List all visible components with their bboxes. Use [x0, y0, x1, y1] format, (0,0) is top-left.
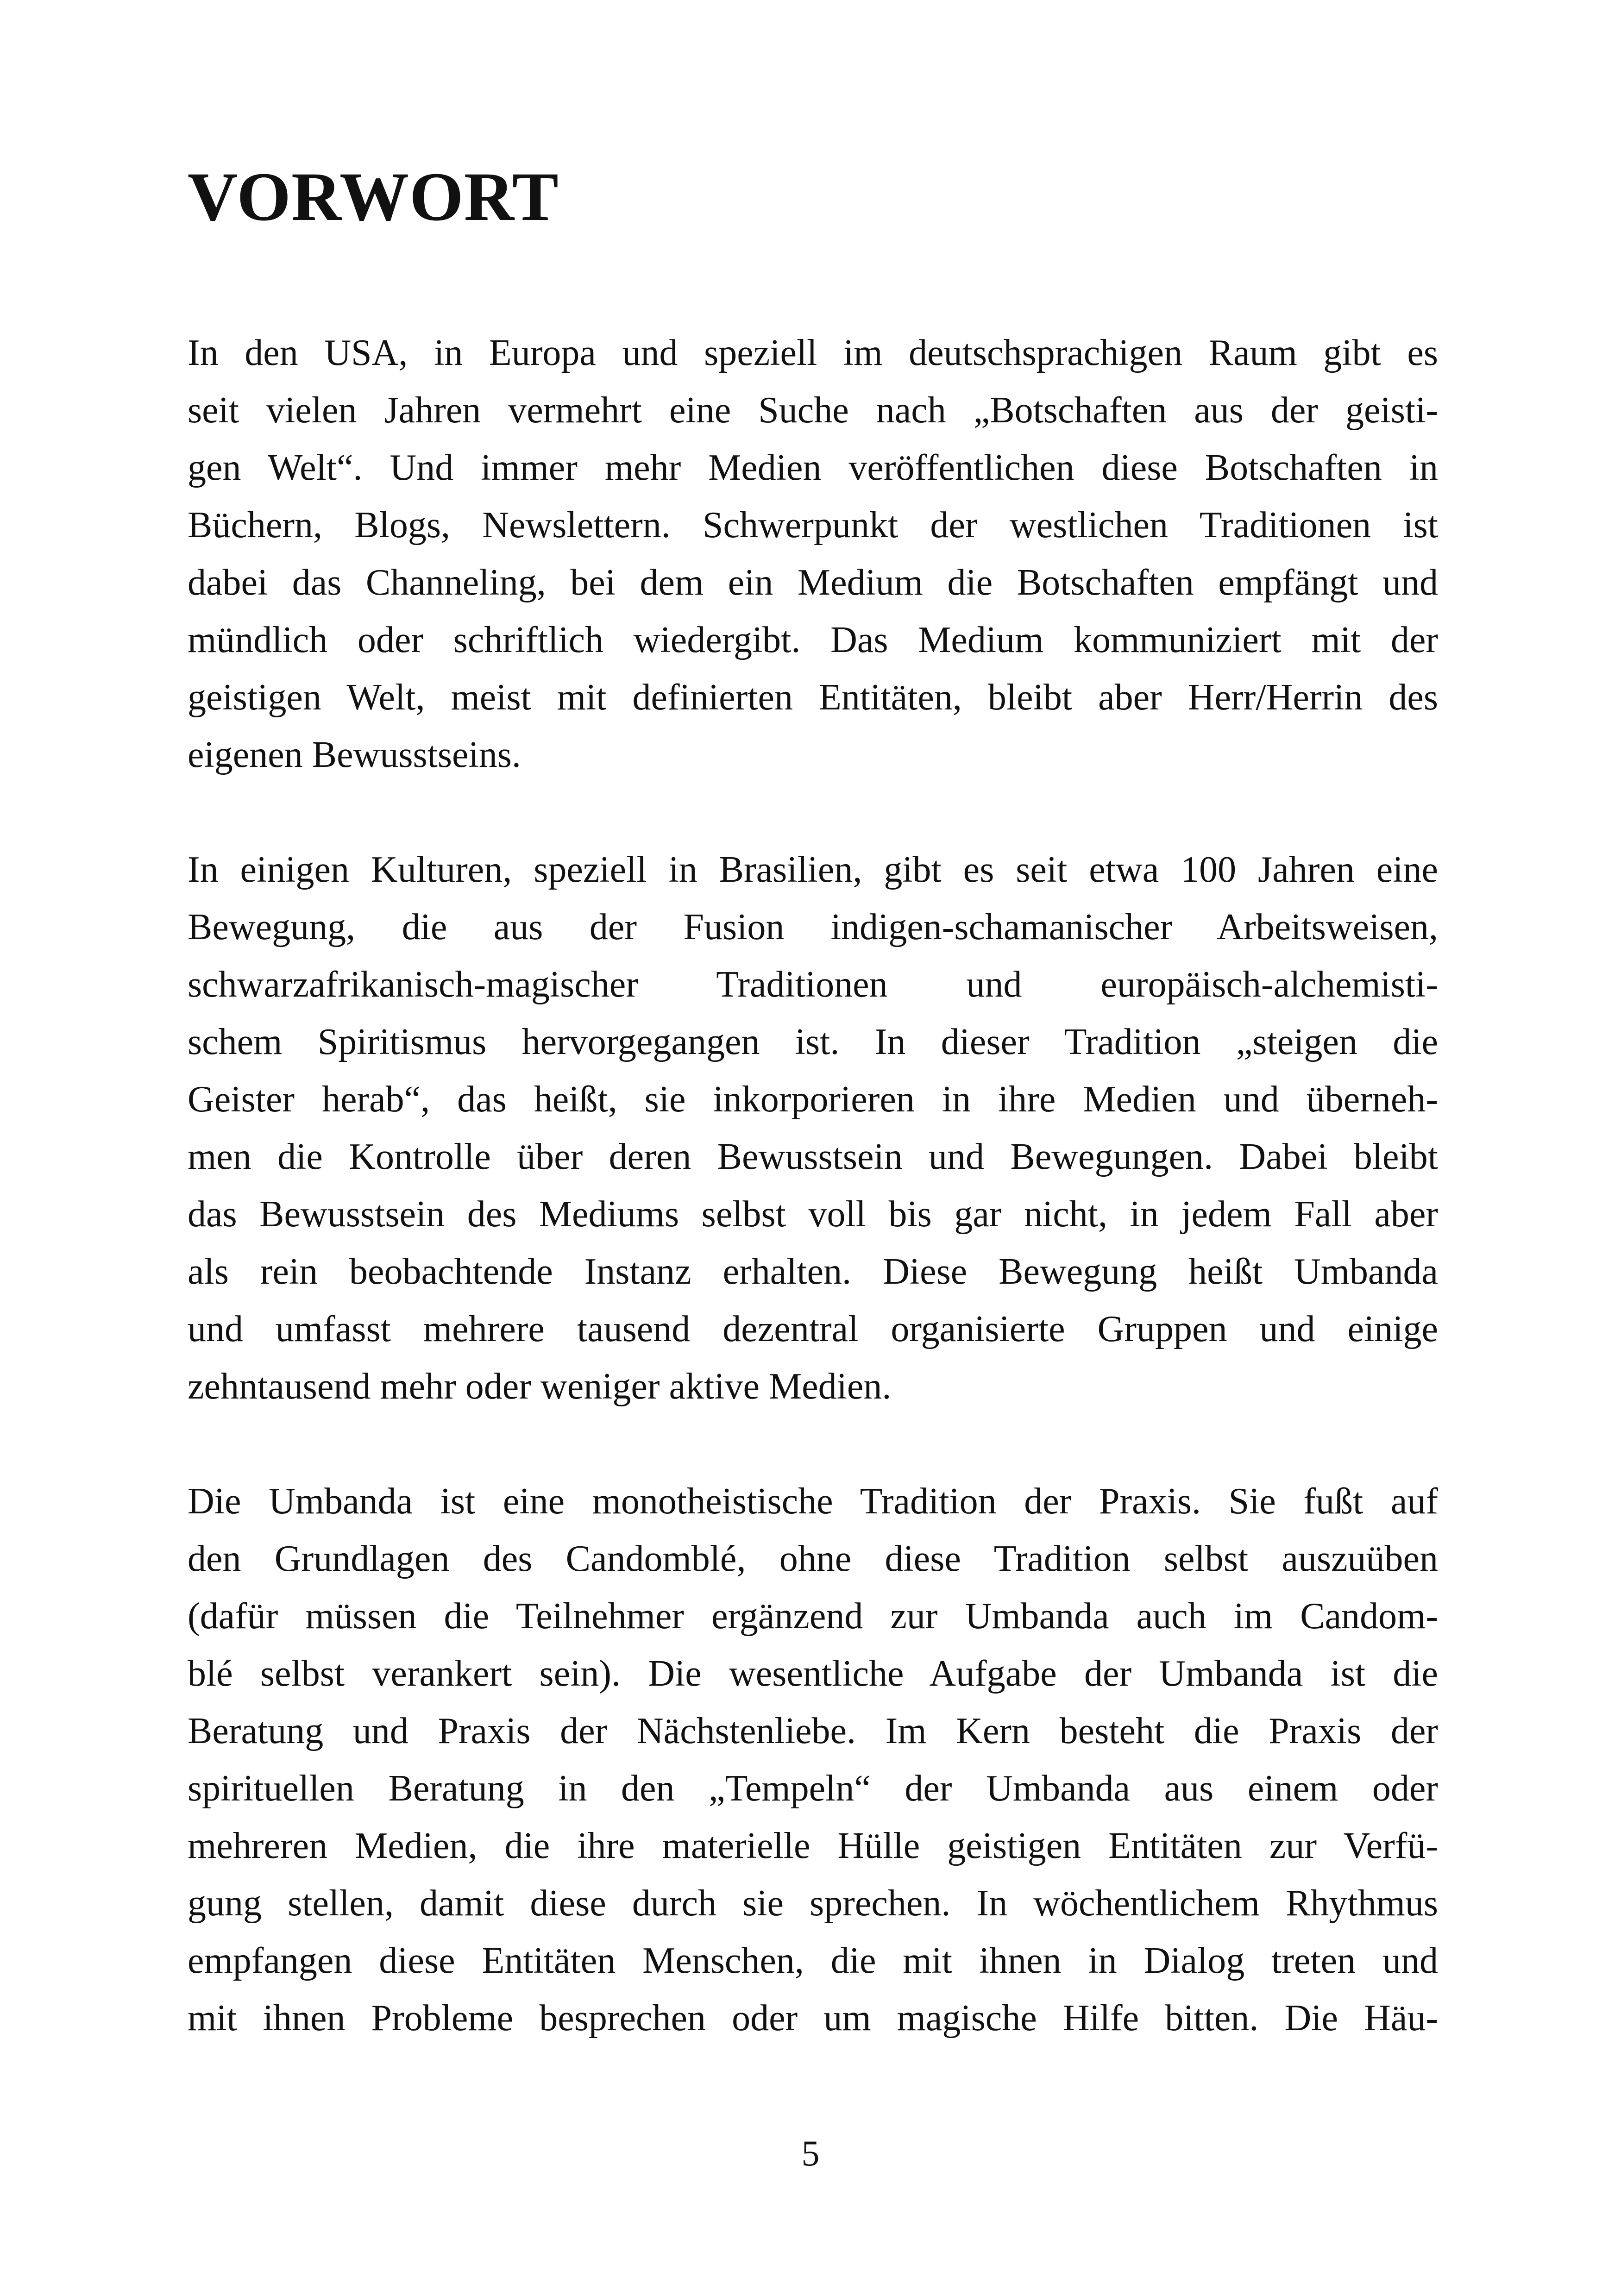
text-line: blé selbst verankert sein). Die wesentliche Aufgabe der Umbanda ist die: [188, 1653, 1438, 1694]
text-line: seit vielen Jahren vermehrt eine Suche nach „Botschaften aus der geisti-: [188, 390, 1438, 431]
text-line: Die Umbanda ist eine monotheistische Tradition der Praxis. Sie fußt auf: [188, 1481, 1438, 1522]
text-line: schwarzafrikanisch-magischer Traditionen und europäisch-alchemisti-: [188, 964, 1438, 1005]
page-content: [188, 157, 1438, 2104]
text-line: spirituellen Beratung in den „Tempeln“ der Umbanda aus einem oder: [188, 1768, 1438, 1809]
text-line: In einigen Kulturen, speziell in Brasilien, gibt es seit etwa 100 Jahren eine: [188, 849, 1438, 890]
text-line: das Bewusstsein des Mediums selbst voll bis gar nicht, in jedem Fall aber: [188, 1194, 1438, 1235]
text-line: Geister herab“, das heißt, sie inkorporieren in ihre Medien und überneh-: [188, 1079, 1438, 1120]
page-number: 5: [801, 2133, 820, 2173]
text-line: als rein beobachtende Instanz erhalten. Diese Bewegung heißt Umbanda: [188, 1251, 1438, 1292]
body-paragraph: [188, 324, 1438, 784]
text-line: mit ihnen Probleme besprechen oder um magische Hilfe bitten. Die Häu-: [188, 1998, 1438, 2039]
text-line: dabei das Channeling, bei dem ein Medium die Botschaften empfängt und: [188, 562, 1438, 603]
body-paragraph: [188, 841, 1438, 1415]
text-line: schem Spiritismus hervorgegangen ist. In dieser Tradition „steigen die: [188, 1022, 1438, 1062]
text-line: und umfasst mehrere tausend dezentral organisierte Gruppen und einige: [188, 1309, 1438, 1349]
text-line: Büchern, Blogs, Newslettern. Schwerpunkt der westlichen Traditionen ist: [188, 505, 1438, 546]
text-line: empfangen diese Entitäten Menschen, die mit ihnen in Dialog treten und: [188, 1940, 1438, 1981]
text-line: mündlich oder schriftlich wiedergibt. Das Medium kommuniziert mit der: [188, 620, 1438, 660]
text-line: men die Kontrolle über deren Bewusstsein und Bewegungen. Dabei bleibt: [188, 1136, 1438, 1177]
chapter-title: VORWORT: [188, 158, 559, 235]
body-text: [188, 324, 1438, 2047]
text-line: zehntausend mehr oder weniger aktive Medien.: [188, 1366, 892, 1407]
text-line: Beratung und Praxis der Nächstenliebe. Im Kern besteht die Praxis der: [188, 1711, 1438, 1751]
text-line: den Grundlagen des Candomblé, ohne diese Tradition selbst auszuüben: [188, 1538, 1438, 1579]
body-paragraph: [188, 1473, 1438, 2047]
text-line: eigenen Bewusstseins.: [188, 734, 521, 775]
text-line: In den USA, in Europa und speziell im deutschsprachigen Raum gibt es: [188, 332, 1438, 373]
text-line: Bewegung, die aus der Fusion indigen-schamanischer Arbeitsweisen,: [188, 907, 1438, 947]
text-line: geistigen Welt, meist mit definierten Entitäten, bleibt aber Herr/Herrin des: [188, 677, 1438, 718]
text-line: gung stellen, damit diese durch sie sprechen. In wöchentlichem Rhythmus: [188, 1883, 1438, 1924]
text-line: (dafür müssen die Teilnehmer ergänzend zur Umbanda auch im Candom-: [188, 1596, 1438, 1637]
text-line: mehreren Medien, die ihre materielle Hülle geistigen Entitäten zur Verfü-: [188, 1826, 1438, 1866]
text-line: gen Welt“. Und immer mehr Medien veröffentlichen diese Botschaften in: [188, 447, 1438, 488]
